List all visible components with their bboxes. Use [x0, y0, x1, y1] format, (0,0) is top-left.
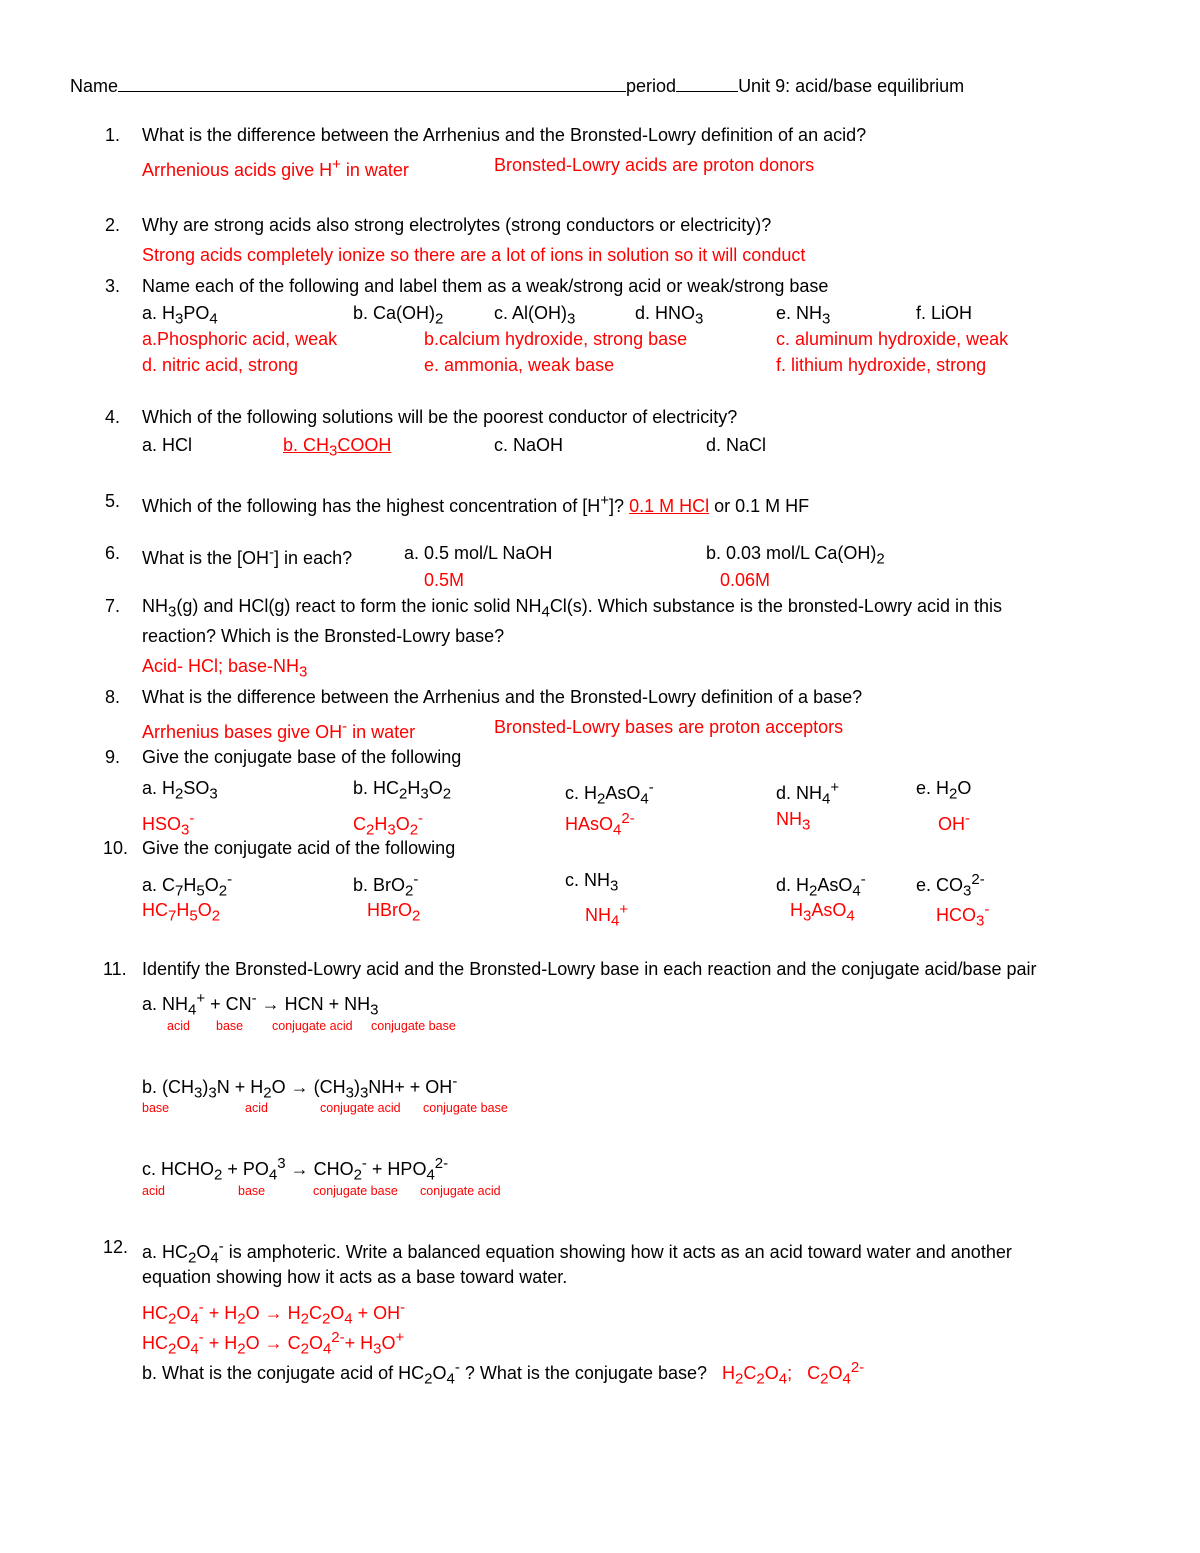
name-blank[interactable]	[118, 75, 626, 92]
q12-question-a: a. $HC_2O_4^-$ is amphoteric. Write a balanced equation showing how it acts as an acid toward water and another	[142, 1238, 1012, 1267]
q12-question-a-line2: equation showing how it acts as a base toward water.	[142, 1267, 568, 1287]
q10-answer-c: $NH_4^+$	[585, 901, 629, 930]
q8-answer-bronsted: Bronsted-Lowry bases are proton acceptors	[494, 717, 844, 737]
arrow-icon: →	[256, 994, 285, 1014]
q11-label-a: conjugate acid	[272, 1019, 353, 1033]
q7-question-line2: reaction? Which is the Bronsted-Lowry base?	[142, 626, 505, 646]
name-label: Name	[70, 76, 119, 96]
q9-item-b: b. $HC_2H_3O_2$	[353, 778, 452, 803]
q9-item-e: e. $H_2O$	[916, 778, 972, 803]
q6-option-a: a. 0.5 mol/L NaOH	[404, 543, 553, 563]
q-number: 1.	[105, 125, 121, 145]
q10-item-a: a. $C_7H_5O_2^-$	[142, 871, 233, 900]
q11-label-b: conjugate acid	[320, 1101, 401, 1115]
q10-item-d: d. $H_2AsO_4^-$	[776, 871, 866, 900]
arrow-icon: →	[259, 1303, 288, 1323]
q3-item-e: e. $NH_3$	[776, 303, 831, 328]
period-label: period	[626, 76, 677, 96]
q4-option-c: c. NaOH	[494, 435, 564, 455]
q10-item-e: e. $CO_3^{2-}$	[916, 871, 985, 900]
q3-answer-e: e. ammonia, weak base	[424, 355, 615, 375]
q-number: 5.	[105, 491, 121, 511]
q10-answer-a: $HC_7H_5O_2$	[142, 900, 221, 925]
header-line	[70, 75, 964, 97]
q-number: 4.	[105, 407, 121, 427]
q3-item-a: a. $H_3PO_4$	[142, 303, 218, 328]
q11-label-a: base	[216, 1019, 244, 1033]
q-number: 10.	[103, 838, 129, 858]
q9-question: Give the conjugate base of the following	[142, 747, 462, 767]
q10-question: Give the conjugate acid of the following	[142, 838, 456, 858]
q9-item-a: a. $H_2SO_3$	[142, 778, 218, 803]
arrow-icon: →	[259, 1333, 288, 1353]
q9-item-d: d. $NH_4^+$	[776, 779, 840, 808]
q12-question-b: b. What is the conjugate acid of $HC_2O_4^-$ ? What is the conjugate base? $H_2C_2O_4$; $C_2O_4^{2-}$	[142, 1359, 865, 1388]
q10-answer-d: $H_3AsO_4$	[790, 900, 855, 925]
q11-label-a: conjugate base	[371, 1019, 456, 1033]
q12-equation-acid: $HC_2O_4^- + H_2O \to H_2C_2O_4 + OH^-$	[142, 1299, 406, 1328]
q3-answer-c: c. aluminum hydroxide, weak	[776, 329, 1009, 349]
q8-answer-arrhenius: Arrhenius bases give OH- in water	[142, 718, 416, 742]
q11-label-b: base	[142, 1101, 170, 1115]
q1-answer-arrhenius: Arrhenious acids give H+ in water	[142, 156, 409, 180]
q11-equation-b: b. $(CH_3)_3N + H_2O \to (CH_3)_3NH+ + OH^-$	[142, 1073, 458, 1102]
q7-question: $NH_3(g)$ and HCl(g) react to form the ionic solid $NH_4Cl(s)$. Which substance is the bronsted-Lowry acid in this	[142, 596, 1002, 621]
q3-item-f: f. LiOH	[916, 303, 973, 323]
q2-answer: Strong acids completely ionize so there are a lot of ions in solution so it will conduct	[142, 245, 806, 265]
q11-question: Identify the Bronsted-Lowry acid and the Bronsted-Lowry base in each reaction and the conjugate acid/base pair	[142, 959, 1037, 979]
q1-answer-bronsted: Bronsted-Lowry acids are proton donors	[494, 155, 815, 175]
period-blank[interactable]	[676, 75, 738, 92]
q11-label-c: base	[238, 1184, 266, 1198]
q11-equation-a: a. $NH_4^+ + CN^-$ → HCN + $NH_3$	[142, 990, 379, 1019]
q8-question: What is the difference between the Arrhenius and the Bronsted-Lowry definition of a base?	[142, 687, 863, 707]
q3-answer-a: a.Phosphoric acid, weak	[142, 329, 338, 349]
q3-answer-d: d. nitric acid, strong	[142, 355, 299, 375]
q9-answer-c: HAsO$_4^{2-}$	[565, 810, 635, 839]
q12-equation-base: $HC_2O_4^- + H_2O \to C_2O_4^{2-}+ H_3O^+$	[142, 1329, 405, 1358]
q11-equation-c: c. $HCHO_2 + PO_4^3 \to CHO_2^- + HPO_4^{2-}$	[142, 1155, 449, 1184]
q11-label-b: conjugate base	[423, 1101, 508, 1115]
q12-answer-b: $H_2C_2O_4$; $C_2O_4^{2-}$	[722, 1359, 865, 1388]
q9-answer-a: $HSO_3^-$	[142, 810, 195, 839]
q4-option-a: a. HCl	[142, 435, 193, 455]
q-number: 9.	[105, 747, 121, 767]
q11-label-c: conjugate acid	[420, 1184, 501, 1198]
q10-answer-b: HBrO$_2$	[367, 900, 421, 925]
q11-label-c: conjugate base	[313, 1184, 398, 1198]
q6-answer-a: 0.5M	[424, 570, 465, 590]
q-number: 12.	[103, 1237, 129, 1257]
q-number: 8.	[105, 687, 121, 707]
q1-question: What is the difference between the Arrhenius and the Bronsted-Lowry definition of an acid?	[142, 125, 867, 145]
q-number: 3.	[105, 276, 121, 296]
q4-option-d: d. NaCl	[706, 435, 767, 455]
q2-question: Why are strong acids also strong electrolytes (strong conductors or electricity)?	[142, 215, 772, 235]
q3-item-d: d. $HNO_3$	[635, 303, 704, 328]
q3-item-c: c. $Al(OH)_3$	[494, 303, 576, 328]
q9-answer-e: OH-	[938, 810, 970, 834]
q11-label-b: acid	[245, 1101, 268, 1115]
q11-label-a: acid	[167, 1019, 190, 1033]
q6-answer-b: 0.06M	[720, 570, 771, 590]
q-number: 2.	[105, 215, 121, 235]
q3-item-b: b. $Ca(OH)_2$	[353, 303, 444, 328]
q10-item-b: b. BrO$_2$-	[353, 871, 419, 900]
q-number: 7.	[105, 596, 121, 616]
q6-option-b: b. 0.03 mol/L $Ca(OH)_2$	[706, 543, 885, 568]
q-number: 11.	[103, 959, 127, 979]
arrow-icon: →	[285, 1159, 314, 1179]
q10-item-c: c. $NH_3$	[565, 870, 619, 895]
q10-answer-e: $HCO_3^-$	[936, 901, 990, 930]
arrow-icon: →	[285, 1077, 314, 1097]
q7-answer: Acid- HCl; base-$NH_3$	[142, 656, 308, 681]
q11-label-c: acid	[142, 1184, 165, 1198]
q9-item-c: c. $H_2AsO_4^-$	[565, 779, 654, 808]
q3-answer-f: f. lithium hydroxide, strong	[776, 355, 987, 375]
unit-title: Unit 9: acid/base equilibrium	[738, 76, 965, 96]
q9-answer-d: $NH_3$	[776, 809, 811, 834]
q4-question: Which of the following solutions will be the poorest conductor of electricity?	[142, 407, 738, 427]
q-number: 6.	[105, 543, 121, 563]
q9-answer-b: $C_2H_3O_2^-$	[353, 810, 424, 839]
q6-question: What is the [OH-] in each?	[142, 544, 353, 568]
q5-answer: 0.1 M HCl	[629, 496, 710, 516]
q3-answer-b: b.calcium hydroxide, strong base	[424, 329, 688, 349]
q3-question: Name each of the following and label them as a weak/strong acid or weak/strong base	[142, 276, 829, 296]
q4-option-b-answer: b. $CH_3COOH$	[283, 435, 392, 460]
q5-question: Which of the following has the highest concentration of [H+]? 0.1 M HCl or 0.1 M HF	[142, 492, 810, 516]
